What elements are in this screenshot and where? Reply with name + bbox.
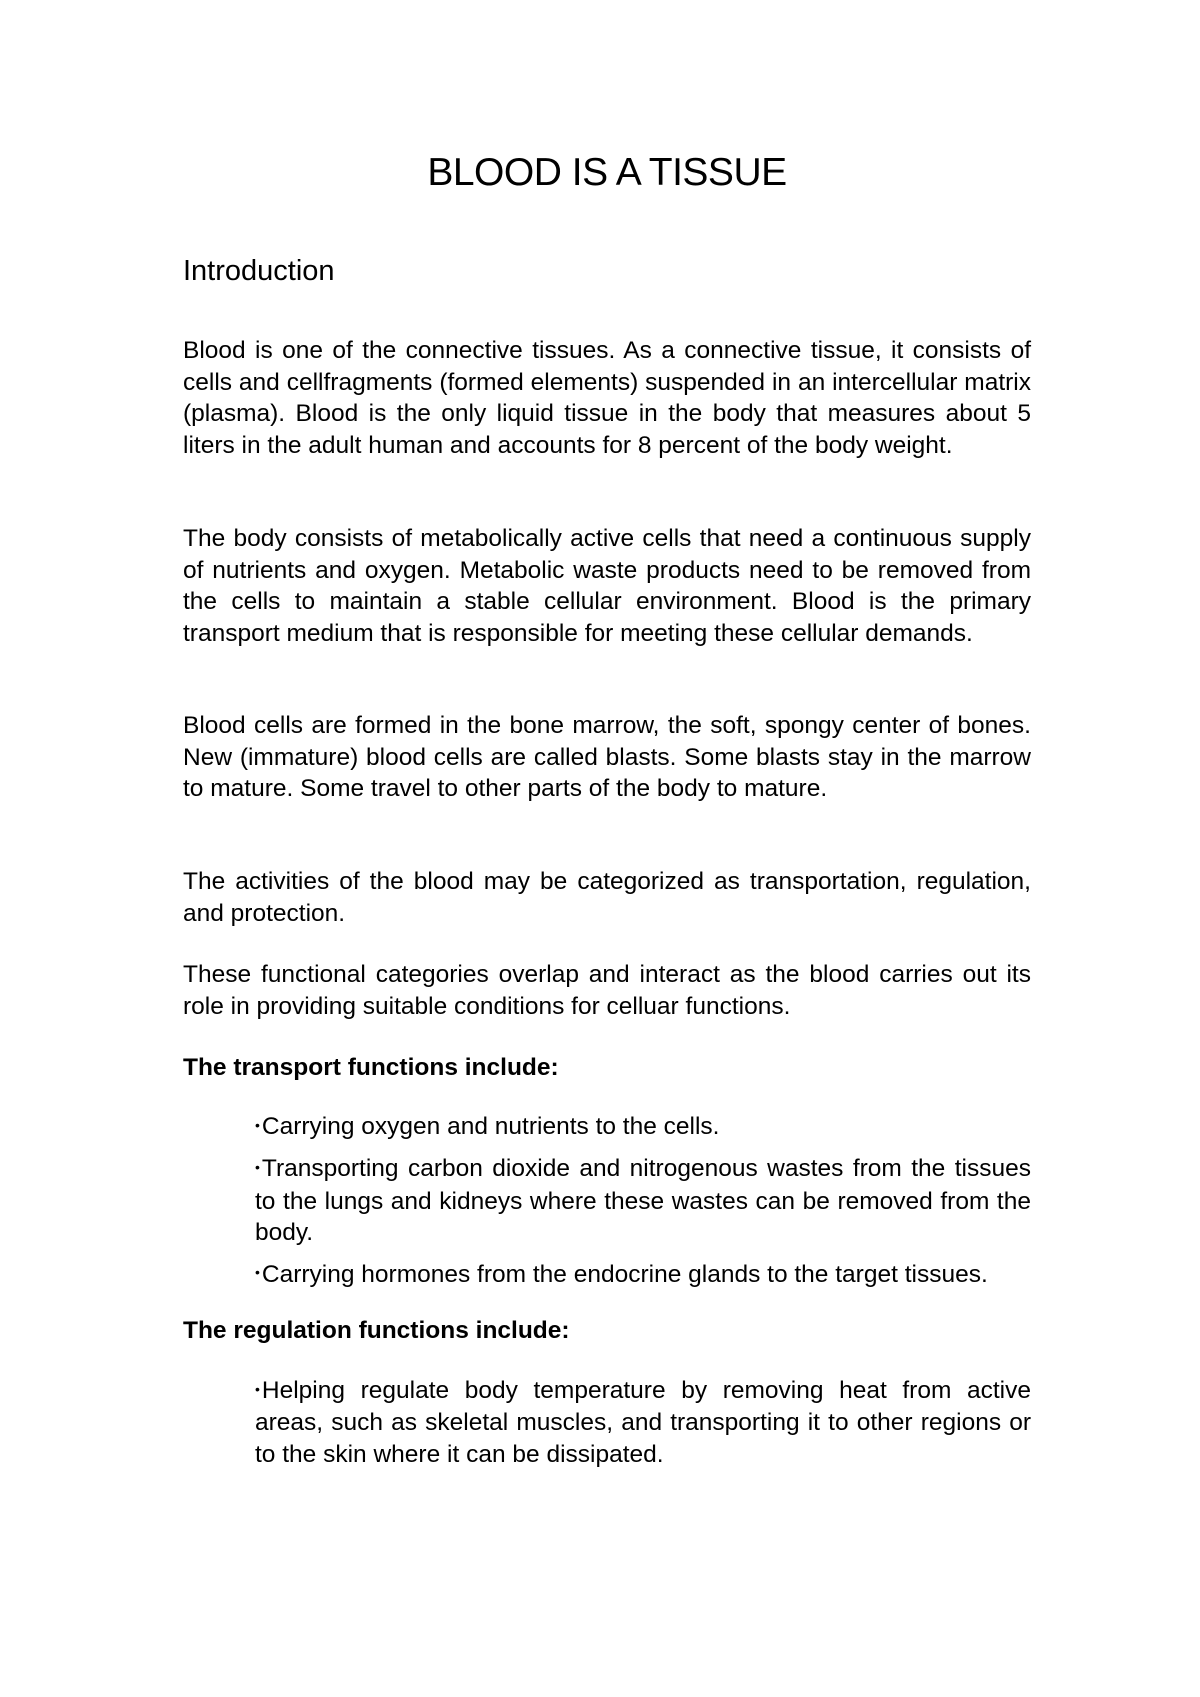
- regulation-heading: The regulation functions include:: [183, 1317, 570, 1344]
- list-item: [255, 1153, 1031, 1248]
- transport-list: [255, 1111, 1031, 1301]
- document-title: BLOOD IS A TISSUE: [427, 151, 787, 194]
- list-item-text: Carrying hormones from the endocrine glands to the target tissues.: [261, 1260, 988, 1288]
- bullet-icon: •: [255, 1380, 260, 1397]
- regulation-list: [255, 1375, 1031, 1480]
- paragraph-activities: The activities of the blood may be categorized as transportation, regulation, and protection.: [183, 868, 1031, 927]
- bullet-icon: •: [255, 1116, 260, 1133]
- list-item-text: Transporting carbon dioxide and nitrogenous wastes from the tissues to the lungs and kidneys where these wastes can be removed from the body.: [255, 1155, 1031, 1247]
- bullet-icon: •: [255, 1264, 260, 1281]
- list-item-text: Helping regulate body temperature by removing heat from active areas, such as skeletal muscles, and transporting it to other regions or to the skin where it can be dissipated.: [255, 1377, 1031, 1468]
- intro-heading: Introduction: [183, 255, 335, 287]
- list-item: [255, 1259, 1031, 1291]
- paragraph-bone-marrow: Blood cells are formed in the bone marrow, the soft, spongy center of bones. New (immature) blood cells are called blasts. Some blasts stay in the marrow to mature. Some travel to other parts of the body to mature.: [183, 712, 1031, 802]
- list-item: [255, 1111, 1031, 1143]
- list-item-text: Carrying oxygen and nutrients to the cells.: [261, 1113, 720, 1140]
- paragraph-functional-categories: These functional categories overlap and interact as the blood carries out its role in providing suitable conditions for celluar functions.: [183, 961, 1031, 1020]
- list-item: [255, 1375, 1031, 1470]
- transport-heading: The transport functions include:: [183, 1054, 559, 1081]
- paragraph-blood-connective: Blood is one of the connective tissues. As a connective tissue, it consists of cells and cellfragments (formed elements) suspended in an intercellular matrix (plasma). Blood is the only liquid tissue in the body that measures about 5 liters in the adult human and accounts for 8 percent of the body weight.: [183, 337, 1031, 459]
- bullet-icon: •: [255, 1159, 260, 1176]
- paragraph-metabolic-cells: The body consists of metabolically active cells that need a continuous supply of nutrients and oxygen. Metabolic waste products need to be removed from the cells to maintain a stable cellular environment. Blood is the primary transport medium that is responsible for meeting these cellular demands.: [183, 525, 1031, 647]
